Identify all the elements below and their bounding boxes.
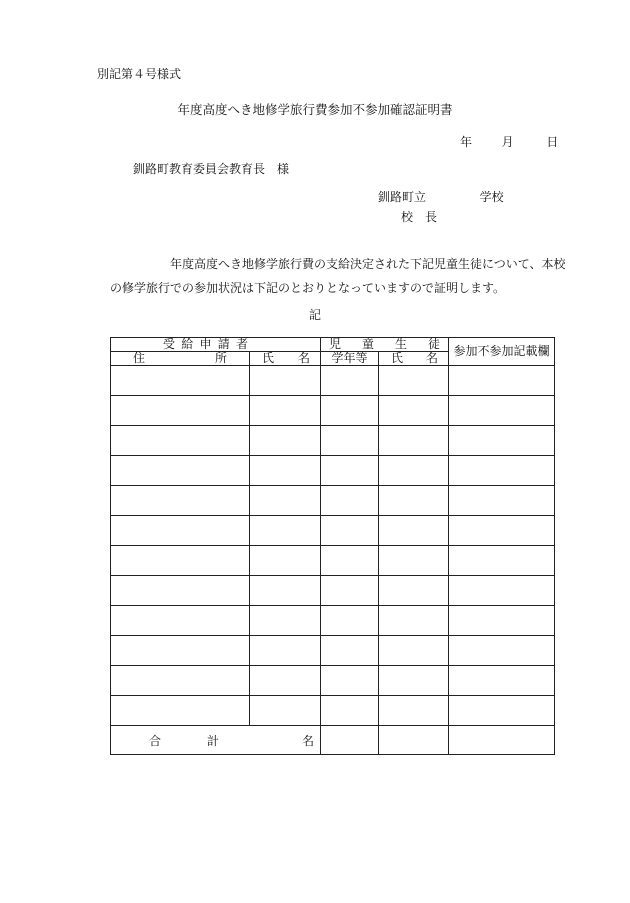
row-applicant-name-cell[interactable]: [250, 486, 321, 516]
row-applicant-name-cell[interactable]: [250, 636, 321, 666]
header-grade: 学年等: [321, 352, 379, 366]
header-applicant-name: [250, 352, 321, 366]
row-student-name-cell[interactable]: [379, 666, 449, 696]
row-applicant-name-cell[interactable]: [250, 546, 321, 576]
table-row: [111, 456, 555, 486]
header-participation-note: 参加不参加記載欄: [449, 338, 555, 366]
row-grade-cell[interactable]: [321, 456, 379, 486]
row-applicant-name-cell[interactable]: [250, 366, 321, 396]
row-note-cell[interactable]: [449, 606, 555, 636]
total-student-name-cell[interactable]: [379, 726, 449, 755]
record-table: [110, 337, 555, 755]
header-char: 申: [199, 337, 212, 351]
row-student-name-cell[interactable]: [379, 546, 449, 576]
date-line: [460, 135, 558, 149]
header-char: 名: [426, 351, 439, 365]
document-title: 年度高度へき地修学旅行費参加不参加確認証明書: [177, 102, 453, 117]
row-grade-cell[interactable]: [321, 576, 379, 606]
certification-text: 年度高度へき地修学旅行費の支給決定された下記児童生徒について、本校の修学旅行での参加状況は下記のとおりとなっていますので証明します。: [110, 257, 566, 295]
header-applicant-group: [111, 338, 321, 352]
row-grade-cell[interactable]: [321, 636, 379, 666]
header-char: 生: [394, 337, 407, 351]
row-applicant-name-cell[interactable]: [250, 576, 321, 606]
addressee: 釧路町教育委員会教育長 様: [133, 162, 290, 176]
row-applicant-name-cell[interactable]: [250, 516, 321, 546]
header-char: 徒: [427, 337, 440, 351]
header-char: 住: [133, 351, 146, 365]
header-char: 名: [298, 351, 311, 365]
row-address-cell[interactable]: [111, 546, 250, 576]
table-row: [111, 696, 555, 726]
date-day-label: 日: [546, 135, 559, 149]
row-grade-cell[interactable]: [321, 516, 379, 546]
row-note-cell[interactable]: [449, 456, 555, 486]
row-note-cell[interactable]: [449, 666, 555, 696]
header-char: 給: [181, 337, 194, 351]
row-student-name-cell[interactable]: [379, 516, 449, 546]
row-grade-cell[interactable]: [321, 426, 379, 456]
header-char: 受: [163, 337, 176, 351]
table-row: [111, 576, 555, 606]
table-row: [111, 666, 555, 696]
row-student-name-cell[interactable]: [379, 486, 449, 516]
header-char: 氏: [391, 351, 404, 365]
table-row: [111, 546, 555, 576]
row-address-cell[interactable]: [111, 456, 250, 486]
row-address-cell[interactable]: [111, 696, 250, 726]
form-number: 別記第４号様式: [97, 67, 182, 81]
row-grade-cell[interactable]: [321, 666, 379, 696]
row-student-name-cell[interactable]: [379, 636, 449, 666]
row-note-cell[interactable]: [449, 546, 555, 576]
row-applicant-name-cell[interactable]: [250, 666, 321, 696]
header-char: 児: [329, 337, 342, 351]
row-note-cell[interactable]: [449, 696, 555, 726]
row-applicant-name-cell[interactable]: [250, 696, 321, 726]
row-student-name-cell[interactable]: [379, 426, 449, 456]
header-row-group: [111, 338, 555, 352]
row-student-name-cell[interactable]: [379, 696, 449, 726]
row-grade-cell[interactable]: [321, 396, 379, 426]
row-applicant-name-cell[interactable]: [250, 396, 321, 426]
header-student-group: [321, 338, 449, 352]
total-grade-cell[interactable]: [321, 726, 379, 755]
row-note-cell[interactable]: [449, 576, 555, 606]
row-address-cell[interactable]: [111, 636, 250, 666]
header-char: 氏: [262, 351, 275, 365]
total-unit: 名: [302, 733, 315, 748]
total-row: [111, 726, 555, 755]
row-address-cell[interactable]: [111, 396, 250, 426]
school-line: [378, 190, 504, 204]
header-address: [111, 352, 250, 366]
total-note-cell[interactable]: [449, 726, 555, 755]
principal-label: 校 長: [401, 210, 438, 224]
row-address-cell[interactable]: [111, 486, 250, 516]
row-address-cell[interactable]: [111, 516, 250, 546]
row-address-cell[interactable]: [111, 366, 250, 396]
row-student-name-cell[interactable]: [379, 606, 449, 636]
row-grade-cell[interactable]: [321, 606, 379, 636]
row-applicant-name-cell[interactable]: [250, 426, 321, 456]
row-note-cell[interactable]: [449, 486, 555, 516]
row-grade-cell[interactable]: [321, 696, 379, 726]
row-student-name-cell[interactable]: [379, 576, 449, 606]
row-applicant-name-cell[interactable]: [250, 606, 321, 636]
row-student-name-cell[interactable]: [379, 396, 449, 426]
total-label-char: 計: [206, 733, 219, 748]
header-char: 請: [217, 337, 230, 351]
row-student-name-cell[interactable]: [379, 456, 449, 486]
table-row: [111, 426, 555, 456]
table-row: [111, 366, 555, 396]
school-suffix: 学校: [479, 190, 504, 204]
header-char: 童: [362, 337, 375, 351]
table-row: [111, 636, 555, 666]
table-row: [111, 606, 555, 636]
row-note-cell[interactable]: [449, 366, 555, 396]
header-char: 者: [236, 337, 249, 351]
row-grade-cell[interactable]: [321, 546, 379, 576]
table-row: [111, 516, 555, 546]
row-address-cell[interactable]: [111, 576, 250, 606]
row-note-cell[interactable]: [449, 396, 555, 426]
total-label-char: 合: [149, 733, 162, 748]
table-row: [111, 396, 555, 426]
total-label-cell: [111, 726, 321, 755]
row-grade-cell[interactable]: [321, 486, 379, 516]
row-address-cell[interactable]: [111, 606, 250, 636]
date-month-label: 月: [501, 135, 514, 149]
row-grade-cell[interactable]: [321, 366, 379, 396]
row-student-name-cell[interactable]: [379, 366, 449, 396]
row-note-cell[interactable]: [449, 516, 555, 546]
row-note-cell[interactable]: [449, 636, 555, 666]
row-applicant-name-cell[interactable]: [250, 456, 321, 486]
date-year-label: 年: [460, 135, 473, 149]
row-note-cell[interactable]: [449, 426, 555, 456]
header-char: 所: [214, 351, 227, 365]
table-row: [111, 486, 555, 516]
row-address-cell[interactable]: [111, 666, 250, 696]
header-student-name: [379, 352, 449, 366]
ki-label: 記: [308, 308, 321, 322]
school-prefix: 釧路町立: [378, 190, 427, 204]
row-address-cell[interactable]: [111, 426, 250, 456]
